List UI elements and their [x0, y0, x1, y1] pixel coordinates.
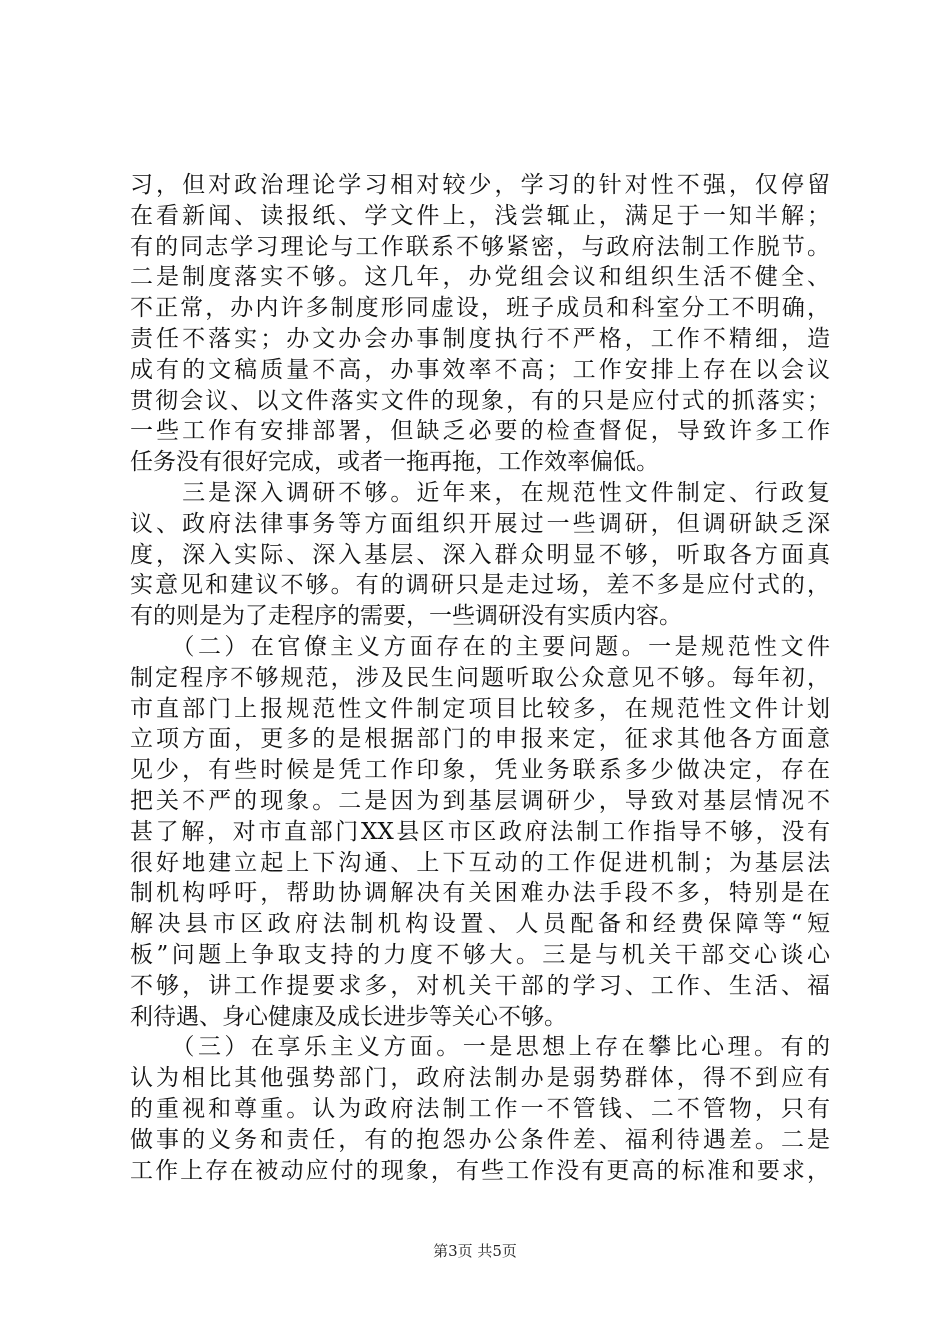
text-line: 度，深入实际、深入基层、深入群众明显不够，听取各方面真	[130, 541, 830, 568]
text-line: 甚了解，对市直部门XX县区市区政府法制工作指导不够，没有	[130, 818, 830, 845]
text-line: 工作上存在被动应付的现象，有些工作没有更高的标准和要求，	[130, 1157, 830, 1184]
text-line: 不正常，办内许多制度形同虚设，班子成员和科室分工不明确，	[130, 295, 830, 322]
text-line: 利待遇、身心健康及成长进步等关心不够。	[130, 1003, 567, 1030]
text-line: 做事的义务和责任，有的抱怨办公条件差、福利待遇差。二是	[130, 1126, 830, 1153]
text-line: 议、政府法律事务等方面组织开展过一些调研，但调研缺乏深	[130, 510, 830, 537]
text-line: 把关不严的现象。二是因为到基层调研少，导致对基层情况不	[130, 787, 830, 814]
text-line: 制机构呼吁，帮助协调解决有关困难办法手段不多，特别是在	[130, 880, 830, 907]
text-line: 不够，讲工作提要求多，对机关干部的学习、工作、生活、福	[130, 972, 830, 999]
text-line: 责任不落实；办文办会办事制度执行不严格，工作不精细，造	[130, 325, 830, 352]
text-line: （三）在享乐主义方面。一是思想上存在攀比心理。有的	[130, 1034, 830, 1061]
text-line: 板”问题上争取支持的力度不够大。三是与机关干部交心谈心	[130, 941, 830, 968]
text-line: 见少，有些时候是凭工作印象，凭业务联系多少做决定，存在	[130, 757, 830, 784]
text-line: 在看新闻、读报纸、学文件上，浅尝辄止，满足于一知半解；	[130, 202, 830, 229]
text-line: 市直部门上报规范性文件制定项目比较多，在规范性文件计划	[130, 695, 830, 722]
text-line: 一些工作有安排部署，但缺乏必要的检查督促，导致许多工作	[130, 418, 830, 445]
text-line: 认为相比其他强势部门，政府法制办是弱势群体，得不到应有	[130, 1065, 830, 1092]
text-line: 习，但对政治理论学习相对较少，学习的针对性不强，仅停留	[130, 172, 830, 198]
text-line: 有的同志学习理论与工作联系不够紧密，与政府法制工作脱节。	[130, 233, 830, 260]
text-line: 的重视和尊重。认为政府法制工作一不管钱、二不管物，只有	[130, 1095, 830, 1122]
page-footer: 第3页 共5页	[433, 1242, 517, 1260]
text-line: 很好地建立起上下沟通、上下互动的工作促进机制；为基层法	[130, 849, 830, 876]
text-line: 三是深入调研不够。近年来，在规范性文件制定、行政复	[130, 479, 830, 506]
text-line: 立项方面，更多的是根据部门的申报来定，征求其他各方面意	[130, 726, 830, 753]
text-line: （二）在官僚主义方面存在的主要问题。一是规范性文件	[130, 633, 830, 660]
text-line: 有的则是为了走程序的需要，一些调研没有实质内容。	[130, 603, 682, 630]
text-line: 任务没有很好完成，或者一拖再拖，工作效率偏低。	[130, 449, 659, 476]
document-body	[130, 170, 830, 1186]
text-line: 成有的文稿质量不高，办事效率不高；工作安排上存在以会议	[130, 356, 830, 383]
text-line: 贯彻会议、以文件落实文件的现象，有的只是应付式的抓落实；	[130, 387, 830, 414]
text-line: 解决县市区政府法制机构设置、人员配备和经费保障等“短	[130, 911, 830, 938]
text-line: 二是制度落实不够。这几年，办党组会议和组织生活不健全、	[130, 264, 830, 291]
text-line: 制定程序不够规范，涉及民生问题听取公众意见不够。每年初，	[130, 664, 830, 691]
text-line: 实意见和建议不够。有的调研只是走过场，差不多是应付式的，	[130, 572, 830, 599]
